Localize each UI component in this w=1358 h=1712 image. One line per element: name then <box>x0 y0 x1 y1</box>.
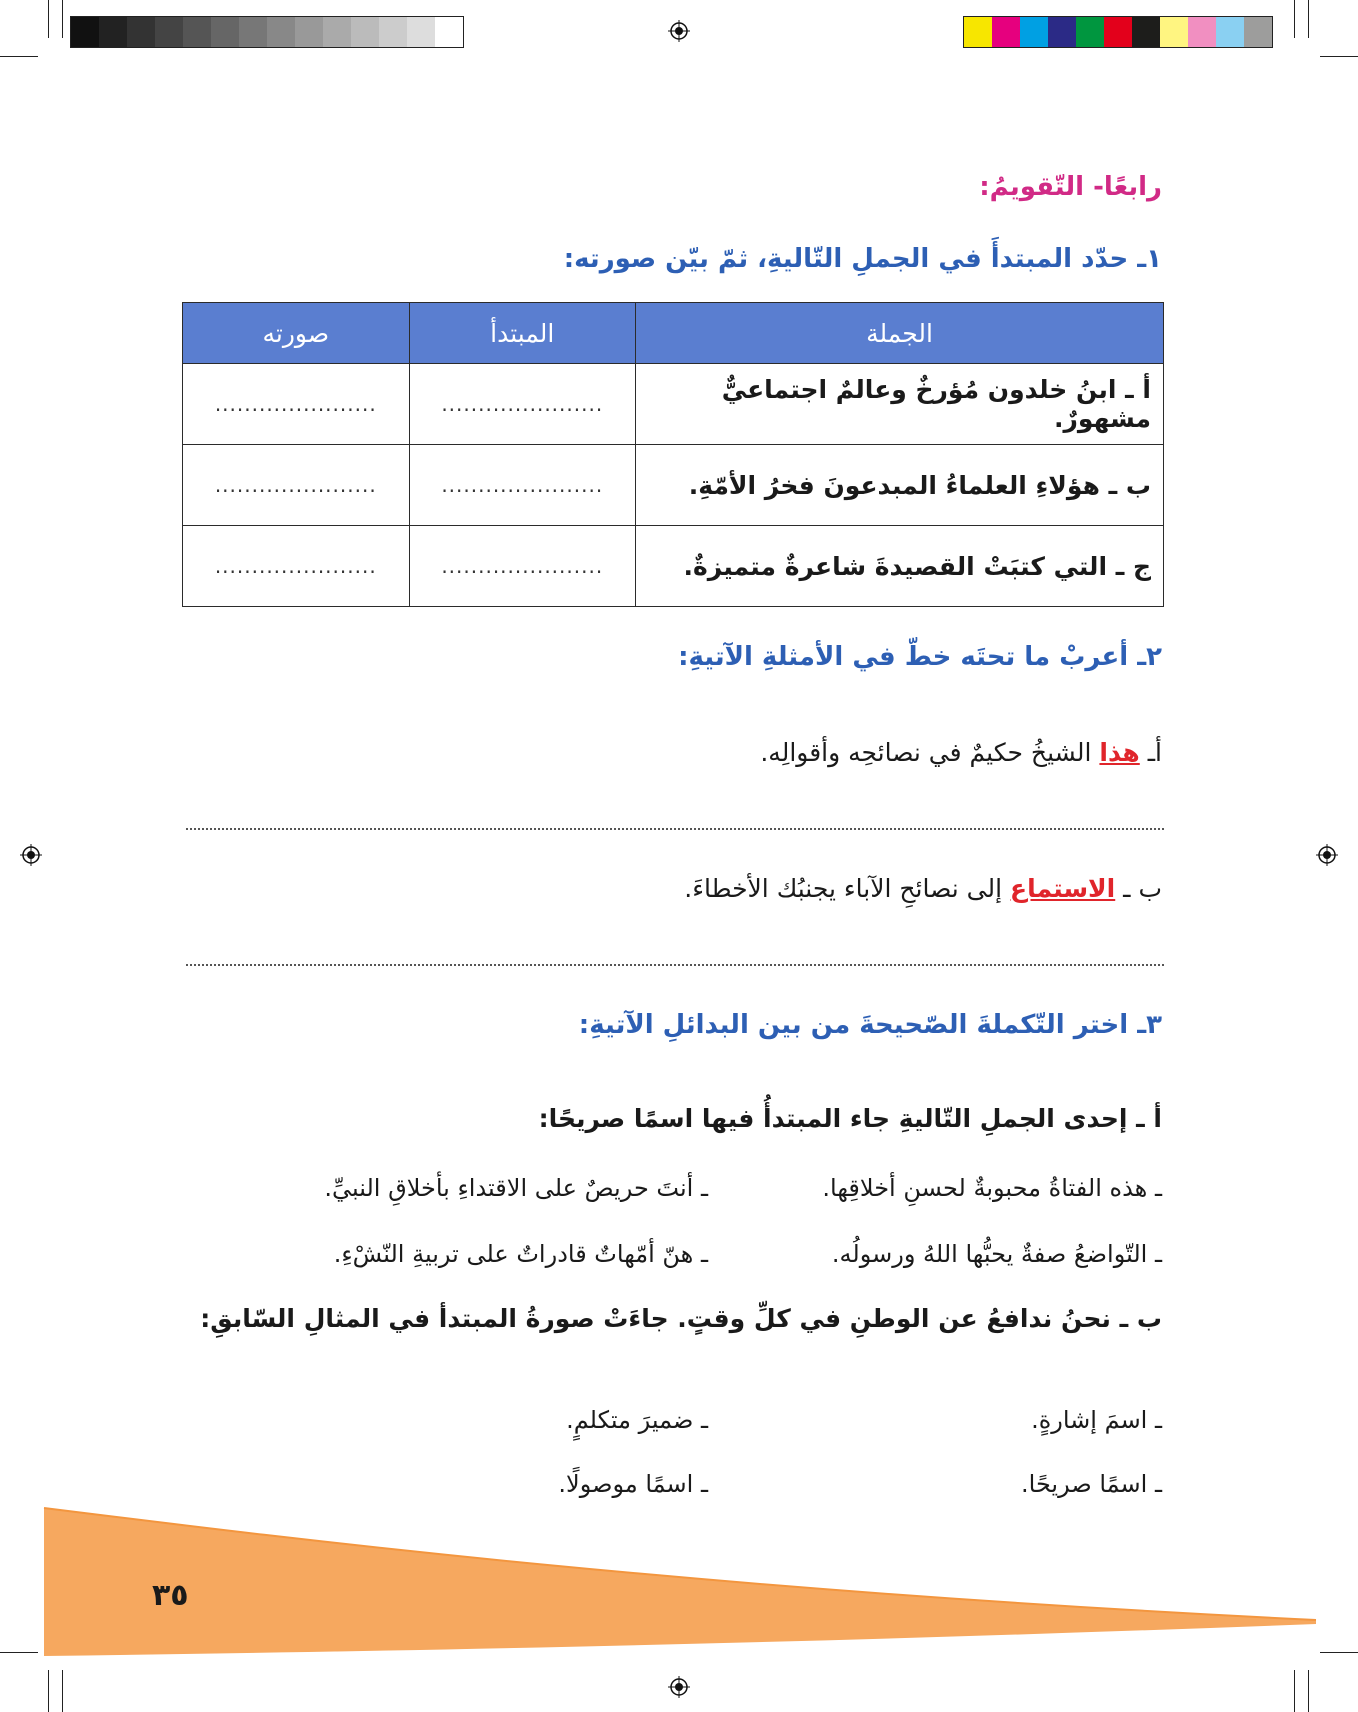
registration-mark-icon <box>1316 844 1338 866</box>
answer-dotted-line[interactable] <box>186 828 1164 830</box>
registration-mark-icon <box>668 1676 690 1698</box>
crop-mark <box>62 1670 63 1712</box>
color-calibration-bar <box>963 16 1273 48</box>
sentence-rest: إلى نصائحِ الآباء يجنبُك الأخطاءَ. <box>684 874 1011 903</box>
question-2a-sentence <box>760 738 1162 767</box>
form-answer-blank[interactable]: ...................... <box>183 526 410 607</box>
question-3b-stem: ب ـ نحنُ ندافعُ عن الوطنِ في كلِّ وقتٍ. جاءَتْ صورةُ المبتدأ في المثالِ السّابقِ: <box>200 1304 1162 1333</box>
sentence-rest: الشيخُ حكيمٌ في نصائحِه وأقوالِه. <box>760 738 1100 767</box>
option-3b-4[interactable]: ـ اسمًا موصولًا. <box>558 1470 708 1498</box>
crop-mark <box>1294 1670 1295 1712</box>
crop-mark <box>1308 0 1309 38</box>
option-3b-3[interactable]: ـ اسمًا صريحًا. <box>1021 1470 1162 1498</box>
form-answer-blank[interactable]: ...................... <box>183 445 410 526</box>
page-number: ٣٥ <box>152 1578 189 1613</box>
table-row <box>183 526 1164 607</box>
underlined-word: هذا <box>1099 738 1140 767</box>
subject-answer-blank[interactable]: ...................... <box>409 526 635 607</box>
subject-table <box>182 302 1164 607</box>
table-row <box>183 445 1164 526</box>
option-3a-1[interactable]: ـ هذه الفتاةُ محبوبةٌ لحسنِ أخلاقِها. <box>822 1174 1162 1202</box>
sentence-cell: ب ـ هؤلاءِ العلماءُ المبدعونَ فخرُ الأمّةِ. <box>636 445 1164 526</box>
option-3a-2[interactable]: ـ أنتَ حريصٌ على الاقتداءِ بأخلاقِ النبيِّ. <box>324 1174 708 1202</box>
crop-mark <box>62 0 63 38</box>
question-2-title: ٢ـ أعربْ ما تحتَه خطّ في الأمثلةِ الآتيةِ: <box>678 642 1162 672</box>
column-header-form: صورته <box>183 303 410 364</box>
section-title: رابعًا- التّقويمُ: <box>979 172 1162 202</box>
registration-mark-icon <box>20 844 42 866</box>
answer-dotted-line[interactable] <box>186 964 1164 966</box>
question-3a-stem: أ ـ إحدى الجملِ التّاليةِ جاء المبتدأُ فيها اسمًا صريحًا: <box>538 1104 1162 1133</box>
subject-answer-blank[interactable]: ...................... <box>409 364 635 445</box>
footer-swoosh <box>0 1500 1358 1660</box>
crop-mark <box>48 1670 49 1712</box>
sentence-cell: أ ـ ابنُ خلدون مُؤرخٌ وعالمٌ اجتماعيٌّ مشهورٌ. <box>636 364 1164 445</box>
column-header-sentence: الجملة <box>636 303 1164 364</box>
column-header-subject: المبتدأ <box>409 303 635 364</box>
question-2b-sentence <box>684 874 1162 903</box>
question-1-title: ١ـ حدّد المبتدأَ في الجملِ التّاليةِ، ثمّ بيّن صورته: <box>563 244 1162 274</box>
option-3a-4[interactable]: ـ هنّ أمّهاتٌ قادراتٌ على تربيةِ النّشْءِ. <box>333 1240 708 1268</box>
crop-mark <box>1294 0 1295 38</box>
form-answer-blank[interactable]: ...................... <box>183 364 410 445</box>
question-3-title: ٣ـ اختر التّكملةَ الصّحيحةَ من بين البدائلِ الآتيةِ: <box>578 1010 1162 1040</box>
registration-mark-icon <box>668 20 690 42</box>
table-row <box>183 364 1164 445</box>
sentence-cell: ج ـ التي كتبَتْ القصيدةَ شاعرةٌ متميزةٌ. <box>636 526 1164 607</box>
grayscale-calibration-bar <box>70 16 464 48</box>
underlined-word: الاستماع <box>1010 874 1116 903</box>
crop-mark <box>0 56 38 57</box>
item-prefix: ب ـ <box>1115 874 1162 903</box>
crop-mark <box>1308 1670 1309 1712</box>
option-3b-1[interactable]: ـ اسمَ إشارةٍ. <box>1031 1406 1162 1434</box>
option-3b-2[interactable]: ـ ضميرَ متكلمٍ. <box>566 1406 708 1434</box>
table-header-row <box>183 303 1164 364</box>
item-prefix: أـ <box>1139 738 1162 767</box>
option-3a-3[interactable]: ـ التّواضعُ صفةٌ يحبُّها اللهُ ورسولُه. <box>831 1240 1162 1268</box>
crop-mark <box>48 0 49 38</box>
subject-answer-blank[interactable]: ...................... <box>409 445 635 526</box>
crop-mark <box>1320 56 1358 57</box>
